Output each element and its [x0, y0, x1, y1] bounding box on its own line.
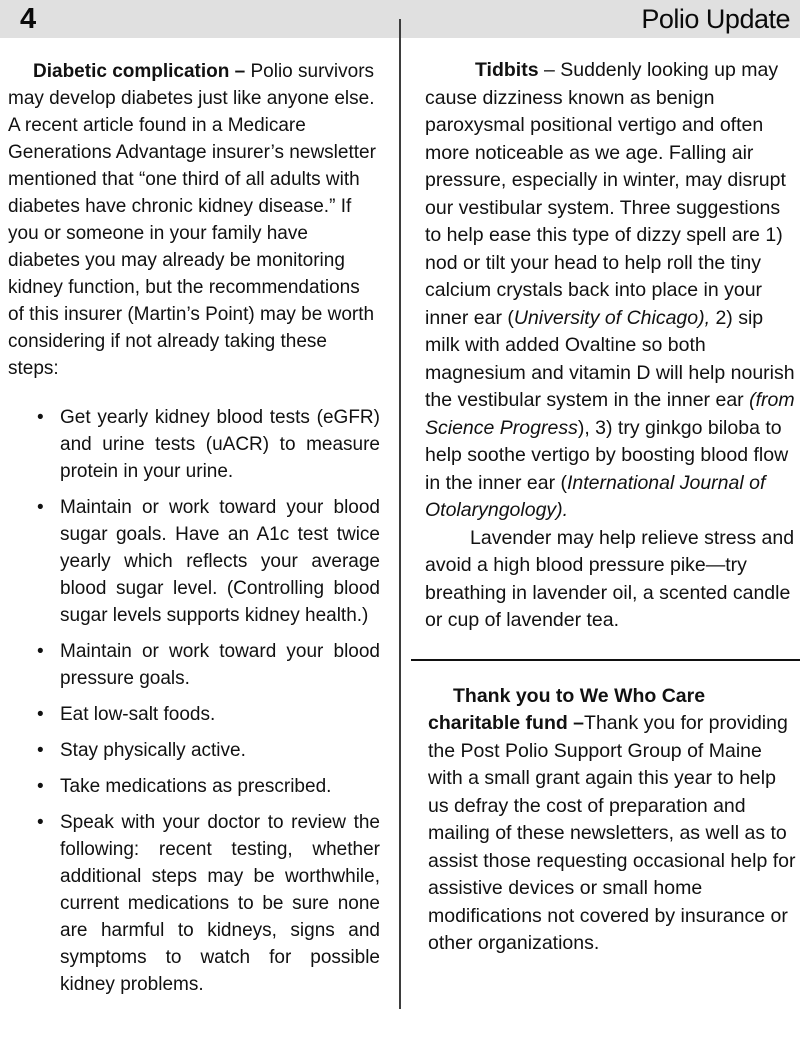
- diabetic-complication-paragraph: Diabetic complication – Polio survivors may develop diabetes just like anyone else. A recent article found in a Medicare Generations Advantage insurer’s newsletter mentioned that “one third of all adults with diabetes have chronic kidney disease.” If you or someone in your family have diabetes you may already be monitoring kidney function, but the recommendations of this insurer (Martin’s Point) may be worth considering if not already taking these steps:: [8, 61, 376, 379]
- kidney-steps-list: [37, 404, 380, 998]
- list-item: • Speak with your doctor to review the following: recent testing, whether additional steps may be worthwhile, current medications to be sure none are harmful to kidneys, signs and symptoms to watch for possible kidney problems.: [37, 809, 380, 998]
- column-divider-line: [399, 19, 401, 1009]
- list-item: • Get yearly kidney blood tests (eGFR) and urine tests (uACR) to measure protein in your urine.: [37, 404, 380, 485]
- list-item: • Eat low-salt foods.: [37, 701, 380, 728]
- page-number: 4: [20, 2, 37, 35]
- right-column: [400, 38, 800, 1054]
- list-item: • Maintain or work toward your blood pressure goals.: [37, 638, 380, 692]
- section-divider-rule: [411, 659, 800, 661]
- list-item: • Stay physically active.: [37, 737, 380, 764]
- left-column: [0, 38, 400, 1054]
- thank-you-paragraph: Thank you to We Who Care charitable fund –Thank you for providing the Post Polio Support Group of Maine with a small grant again this year to help us defray the cost of preparation and mailing of these newsletters, as well as to assist those requesting occasional help for assistive devices or small home modifications not covered by insurance or other organizations.: [428, 684, 796, 954]
- list-item: • Maintain or work toward your blood sugar goals. Have an A1c test twice yearly which reflects your average blood sugar level. (Controlling blood sugar levels supports kidney health.): [37, 494, 380, 629]
- page-title: Polio Update: [641, 3, 790, 34]
- lavender-paragraph: Lavender may help relieve stress and avoid a high blood pressure pike—try breathing in lavender oil, a scented candle or cup of lavender tea.: [425, 526, 795, 631]
- list-item: • Take medications as prescribed.: [37, 773, 380, 800]
- tidbits-paragraph: Tidbits – Suddenly looking up may cause dizziness known as benign paroxysmal positional vertigo and often more noticeable as we age. Falling air pressure, especially in winter, may disrupt our vestibular system. Three suggestions to help ease this type of dizzy spell are 1) nod or tilt your head to help roll the tiny calcium crystals back into place in your inner ear (University of Chicago), 2) sip milk with added Ovaltine so both magnesium and vitamin D will help nourish the vestibular system in the inner ear (from Science Progress), 3) try ginkgo biloba to help soothe vertigo by boosting blood flow in the inner ear (International Journal of Otolaryngology).: [425, 59, 795, 521]
